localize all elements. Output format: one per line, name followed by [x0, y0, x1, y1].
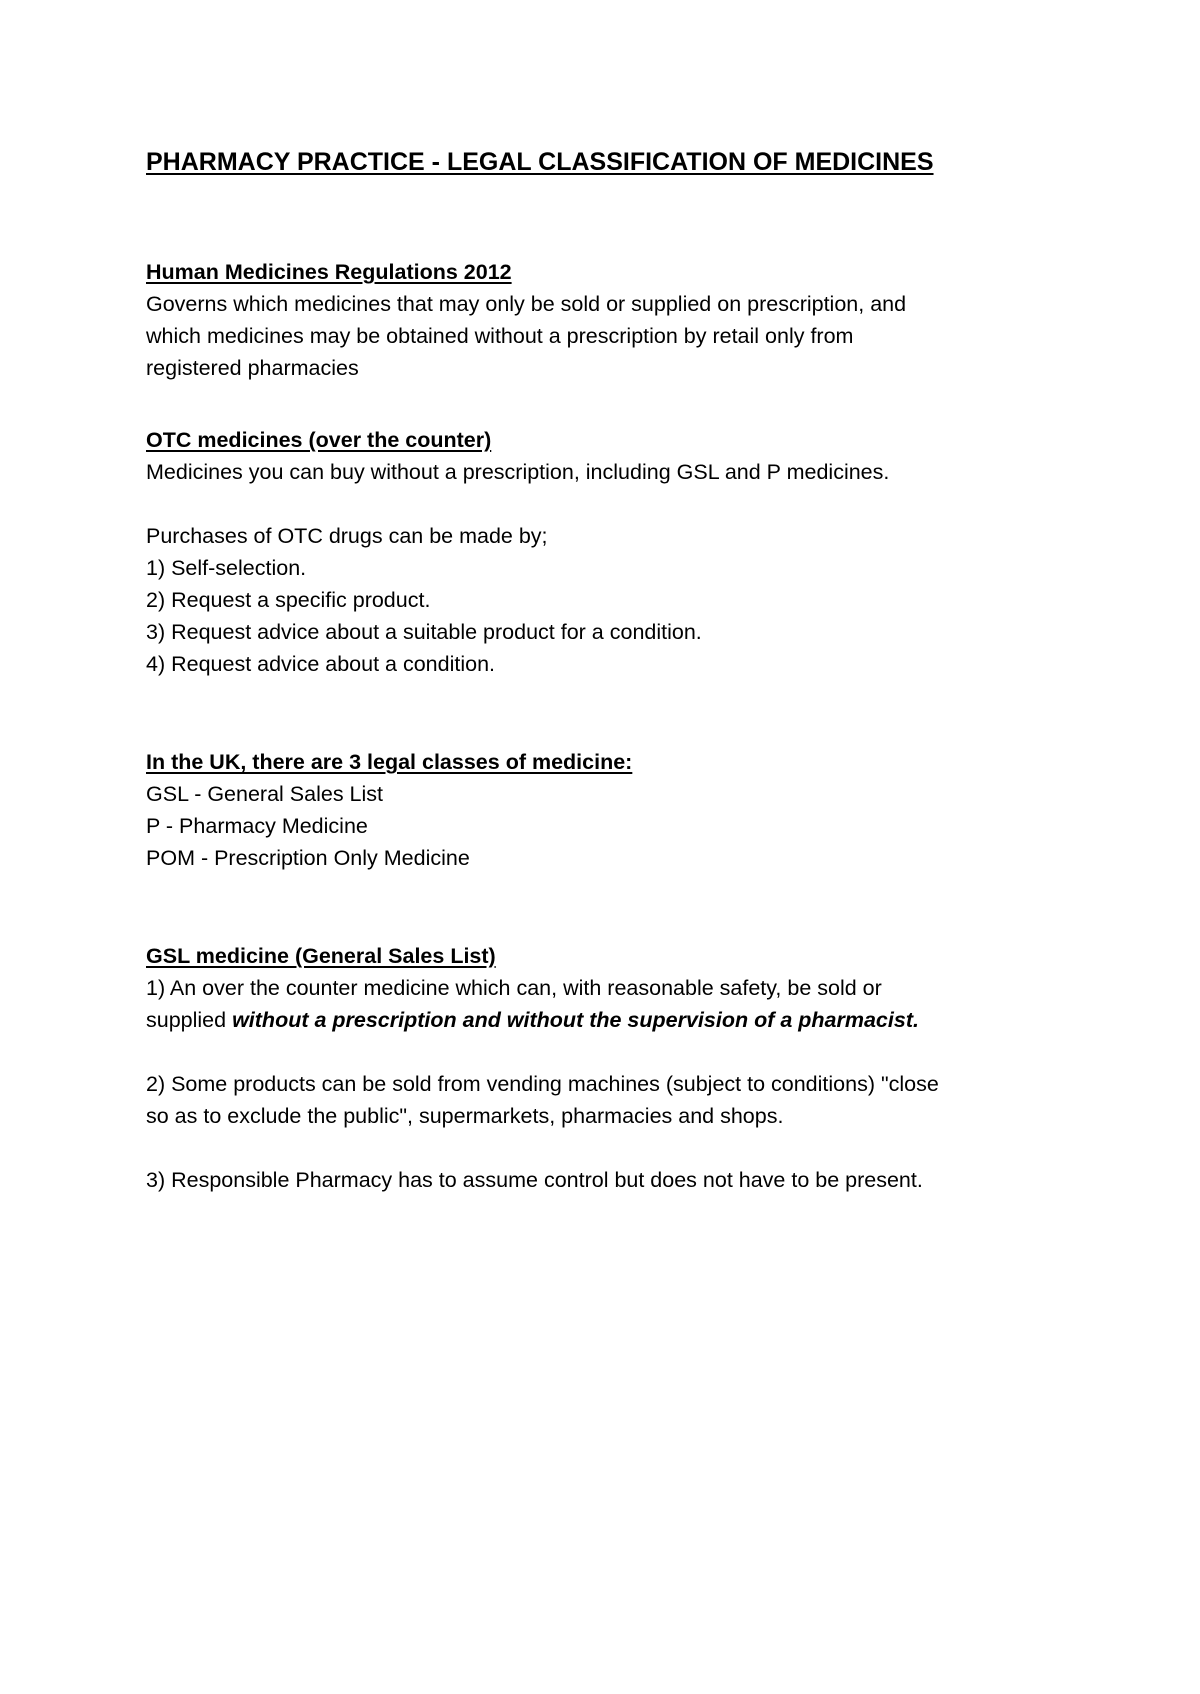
gsl-point-1-emphasis: without a prescription and without the supervision of a pharmacist. — [232, 1008, 919, 1032]
gsl-point-1-line-2 — [146, 1004, 1076, 1036]
section-otc — [146, 424, 1076, 680]
gsl-point-1-line-1: 1) An over the counter medicine which can, with reasonable safety, be sold or — [146, 976, 882, 1000]
legal-class-item: POM - Prescription Only Medicine — [146, 846, 470, 870]
section-gsl — [146, 940, 1076, 1196]
otc-purchase-item: 4) Request advice about a condition. — [146, 652, 496, 676]
otc-purchase-item: 3) Request advice about a suitable product for a condition. — [146, 620, 702, 644]
regulations-line: which medicines may be obtained without a prescription by retail only from — [146, 324, 854, 348]
section-legal-classes — [146, 746, 1076, 874]
section-heading-otc: OTC medicines (over the counter) — [146, 428, 492, 452]
gsl-point-2-line-1: 2) Some products can be sold from vending machines (subject to conditions) "close — [146, 1072, 939, 1096]
section-heading-gsl: GSL medicine (General Sales List) — [146, 944, 496, 968]
legal-class-item: P - Pharmacy Medicine — [146, 814, 368, 838]
spacer — [146, 1132, 1076, 1164]
spacer — [146, 1036, 1076, 1068]
gsl-point-2-line-2: so as to exclude the public", supermarkets, pharmacies and shops. — [146, 1104, 784, 1128]
otc-purchase-item: 2) Request a specific product. — [146, 588, 431, 612]
otc-description: Medicines you can buy without a prescription, including GSL and P medicines. — [146, 460, 890, 484]
gsl-point-1-prefix: supplied — [146, 1008, 233, 1032]
section-heading-legal-classes: In the UK, there are 3 legal classes of medicine: — [146, 750, 633, 774]
otc-purchases-intro: Purchases of OTC drugs can be made by; — [146, 524, 548, 548]
gsl-point-3: 3) Responsible Pharmacy has to assume control but does not have to be present. — [146, 1168, 923, 1192]
section-heading-regulations: Human Medicines Regulations 2012 — [146, 260, 512, 284]
otc-purchase-item: 1) Self-selection. — [146, 556, 307, 580]
regulations-line: Governs which medicines that may only be sold or supplied on prescription, and — [146, 292, 907, 316]
legal-class-item: GSL - General Sales List — [146, 782, 384, 806]
regulations-line: registered pharmacies — [146, 356, 359, 380]
section-regulations — [146, 256, 1076, 384]
document-title: PHARMACY PRACTICE - LEGAL CLASSIFICATION OF MEDICINES — [146, 148, 934, 176]
spacer — [146, 488, 1076, 520]
